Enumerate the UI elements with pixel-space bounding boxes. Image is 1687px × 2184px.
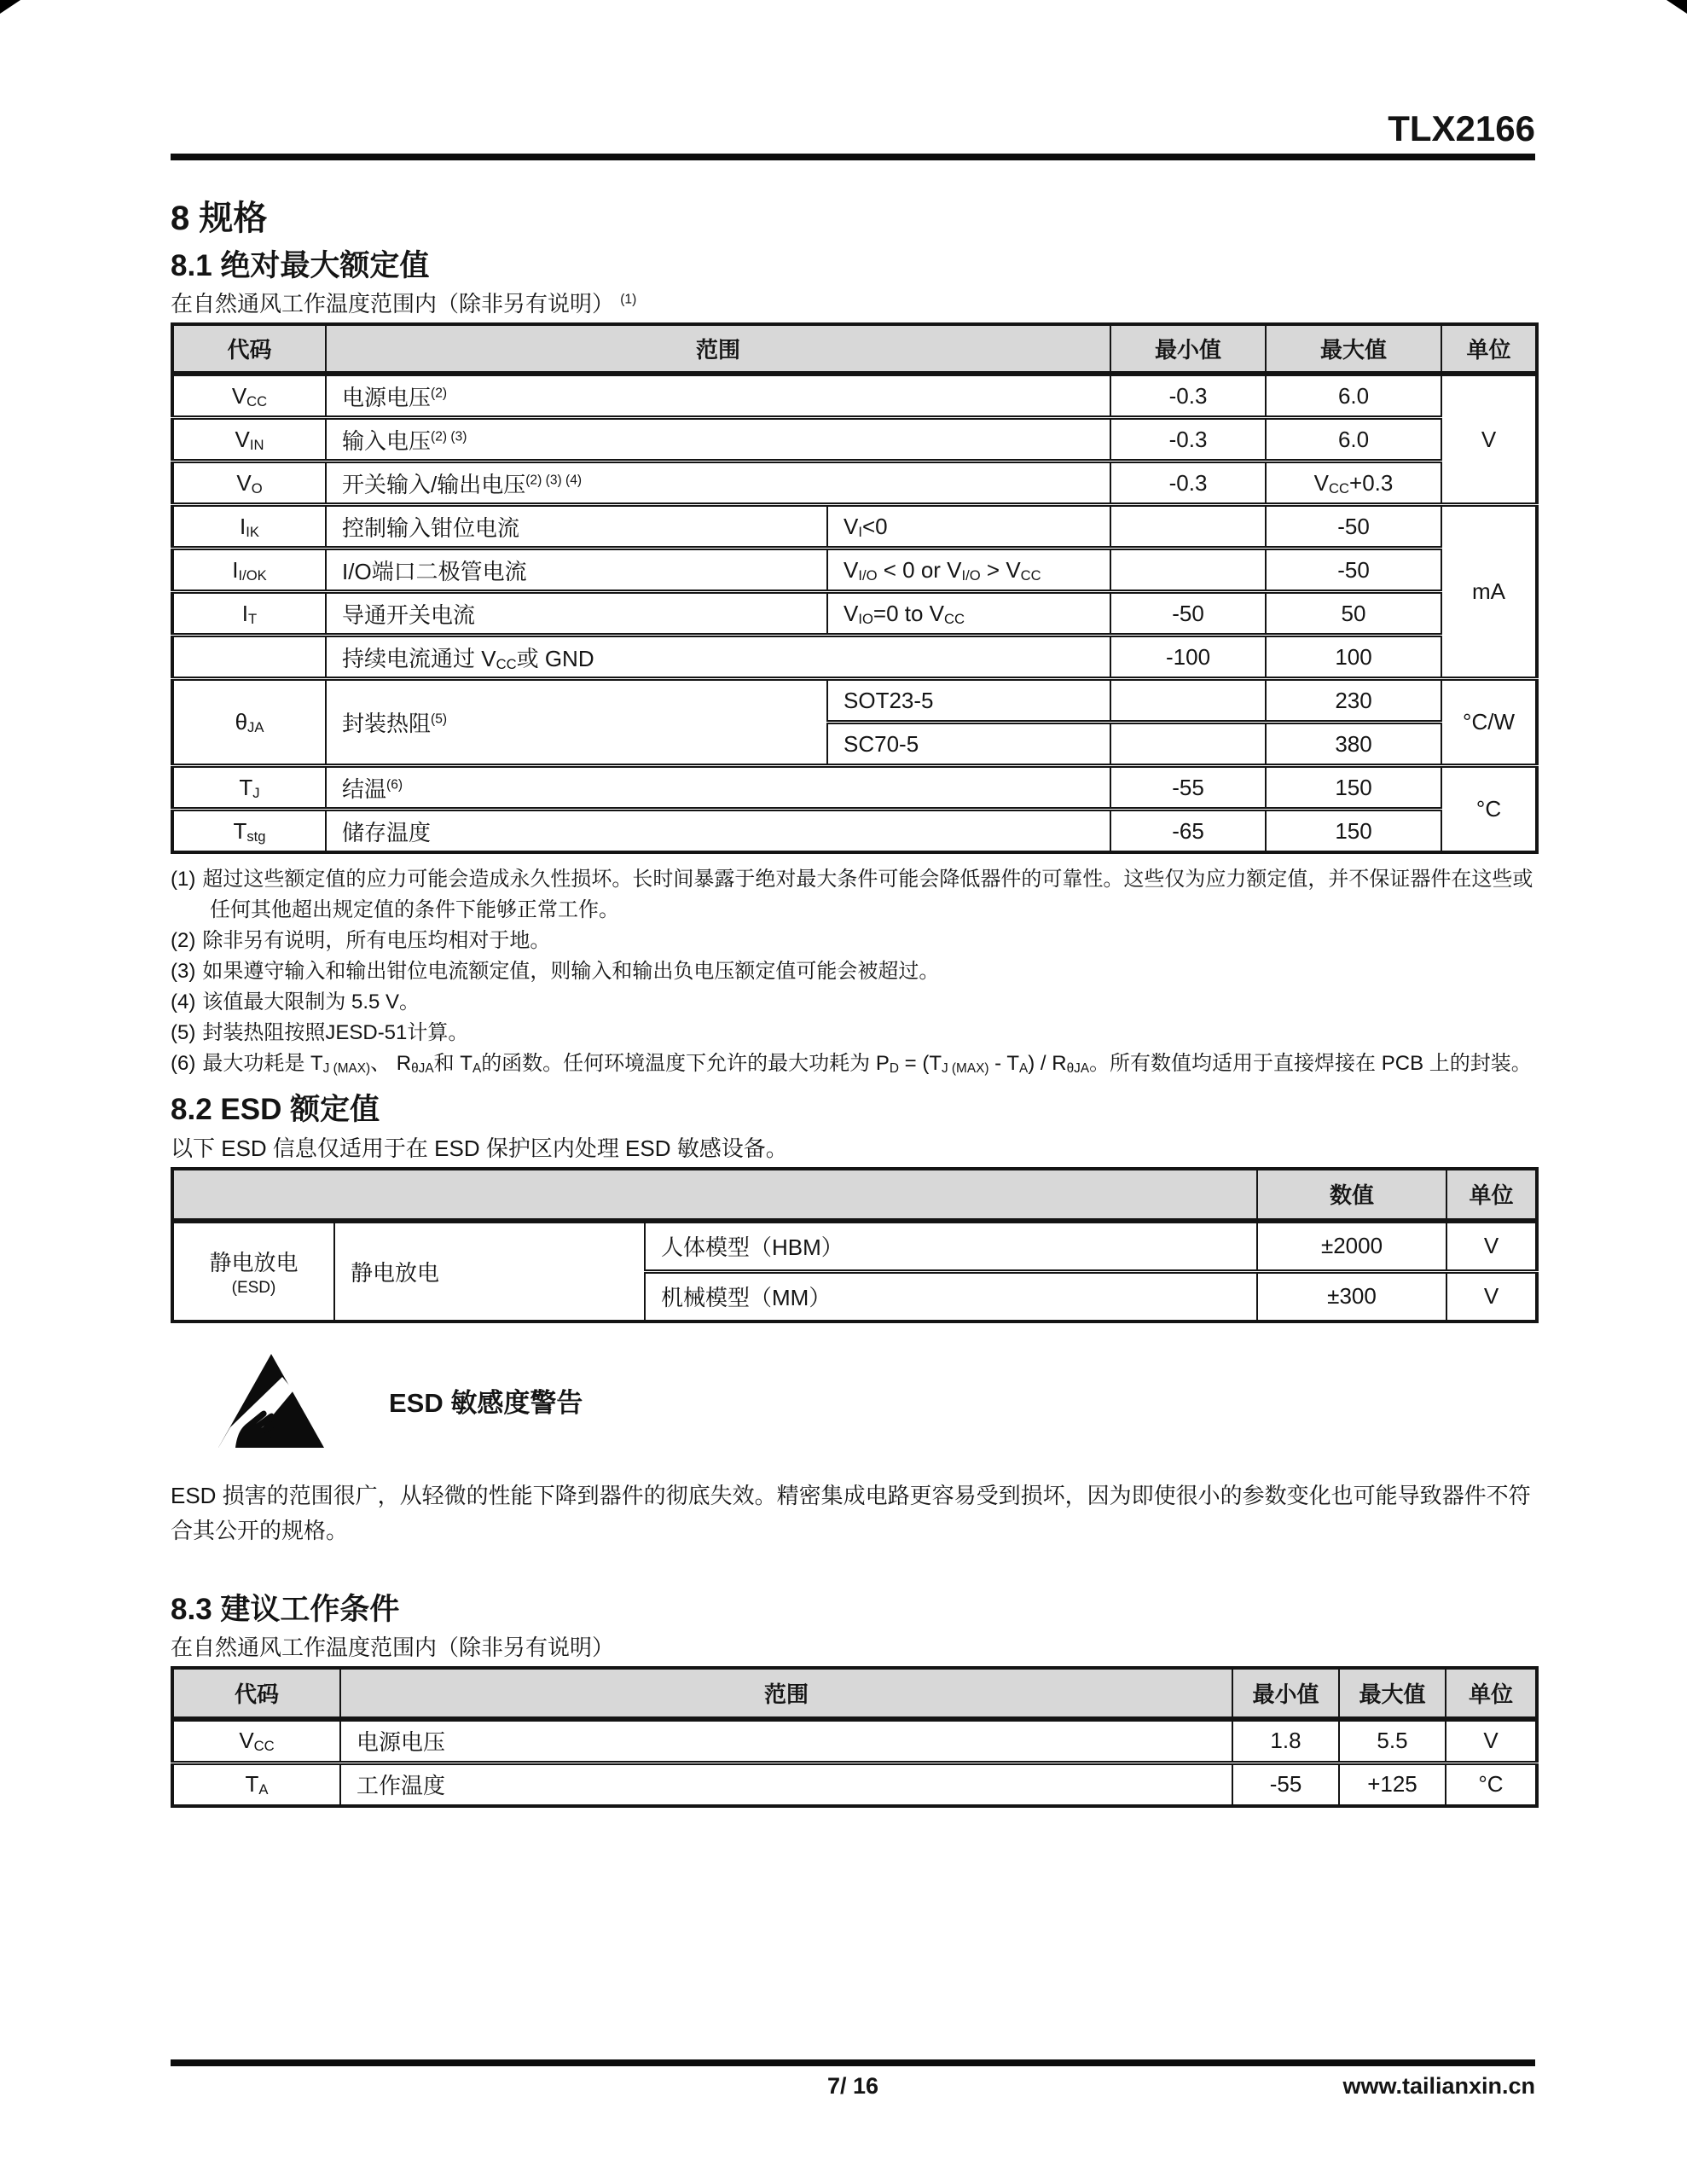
footnote-5: (5) 封装热阻按照JESD-51计算。 xyxy=(171,1021,469,1045)
table-cell: 230 xyxy=(1266,679,1441,723)
esd-warning-block xyxy=(171,1350,1535,1451)
col-header-max: 最大值 xyxy=(1339,1668,1446,1719)
table-cell: -0.3 xyxy=(1110,418,1266,462)
table-cell: -55 xyxy=(1232,1763,1339,1806)
table-cell: $T_J$ xyxy=(172,766,326,810)
table-cell: $V_{I/O} < 0$ or $V_{I/O} > V_{CC}$ xyxy=(827,549,1110,592)
page-footer xyxy=(171,2059,1535,2102)
table-row xyxy=(172,462,1537,505)
col-header-max: 最大值 xyxy=(1266,324,1441,374)
table-row xyxy=(172,549,1537,592)
table-cell: -100 xyxy=(1110,636,1266,679)
esd-category-abbr: (ESD) xyxy=(231,1278,276,1297)
table-cell: 6.0 xyxy=(1266,418,1441,462)
section-8-2-intro: 以下 ESD 信息仅适用于在 ESD 保护区内处理 ESD 敏感设备。 xyxy=(171,1135,788,1161)
table-cell: ±2000 xyxy=(1257,1221,1446,1272)
abs-max-ratings-table xyxy=(171,322,1539,854)
col-header-value: 数值 xyxy=(1257,1169,1446,1221)
table-cell: 电源电压$^{(2)}$ xyxy=(326,374,1110,418)
table-cell xyxy=(1110,505,1266,549)
table-header-row xyxy=(172,324,1537,374)
section-8-1-intro: 在自然通风工作温度范围内（除非另有说明） $^{(1)}$ xyxy=(171,291,637,317)
table-cell: 50 xyxy=(1266,592,1441,636)
table-cell: $I_{I/OK}$ xyxy=(172,549,326,592)
table-cell: 控制输入钳位电流 xyxy=(326,505,827,549)
table-cell xyxy=(172,1221,334,1321)
col-header-unit: 单位 xyxy=(1446,1668,1537,1719)
col-header-code: 代码 xyxy=(172,1668,340,1719)
table-cell: 储存温度 xyxy=(326,810,1110,853)
esd-damage-paragraph: ESD 损害的范围很广，从轻微的性能下降到器件的彻底失效。精密集成电路更容易受到损坏，因为即使很小的参数变化也可能导致器件不符合其公开的规格。 xyxy=(171,1482,1531,1543)
document-title: TLX2166 xyxy=(1388,108,1535,148)
table-header-row xyxy=(172,1169,1537,1221)
table-cell: -50 xyxy=(1110,592,1266,636)
table-cell xyxy=(1110,549,1266,592)
table-cell: °C/W xyxy=(1441,679,1537,766)
table-row xyxy=(172,1221,1537,1272)
table-cell: V xyxy=(1441,374,1537,505)
section-8-heading: 8 规格 xyxy=(171,200,268,238)
table-cell: $I_T$ xyxy=(172,592,326,636)
col-header-code: 代码 xyxy=(172,324,326,374)
table-cell: $V_O$ xyxy=(172,462,326,505)
table-cell: 1.8 xyxy=(1232,1719,1339,1763)
table-row xyxy=(172,374,1537,418)
esd-warning-label: ESD 敏感度警告 xyxy=(389,1388,583,1419)
table-row xyxy=(172,679,1537,723)
table-cell: $T_{stg}$ xyxy=(172,810,326,853)
table-cell: 电源电压 xyxy=(340,1719,1232,1763)
table-cell: 输入电压$^{(2) (3)}$ xyxy=(326,418,1110,462)
table-cell xyxy=(1110,723,1266,766)
table-cell: 100 xyxy=(1266,636,1441,679)
col-header-range: 范围 xyxy=(340,1668,1232,1719)
table-cell: °C xyxy=(1446,1763,1537,1806)
col-header-range: 范围 xyxy=(326,324,1110,374)
footnote-1: (1) 超过这些额定值的应力可能会造成永久性损坏。长时间暴露于绝对最大条件可能会降低器件的可靠性。这些仅为应力额定值，并不保证器件在这些或任何其他超出规定值的条件下能够正常工作。 xyxy=(171,868,1533,922)
table-cell: 开关输入/输出电压$^{(2) (3) (4)}$ xyxy=(326,462,1110,505)
table-cell: 静电放电 xyxy=(334,1221,645,1321)
table-cell: 机械模型（MM） xyxy=(645,1271,1257,1321)
table-cell: -55 xyxy=(1110,766,1266,810)
section-8-3-heading: 8.3 建议工作条件 xyxy=(171,1592,400,1626)
table-cell: 工作温度 xyxy=(340,1763,1232,1806)
footnote-4: (4) 该值最大限制为 5.5 V。 xyxy=(171,990,420,1014)
table-cell: I/O端口二极管电流 xyxy=(326,549,827,592)
table-cell: -50 xyxy=(1266,549,1441,592)
header-rule xyxy=(171,154,1535,160)
table-cell: 持续电流通过 $V_{CC}$或 GND xyxy=(326,636,1110,679)
table-row xyxy=(172,766,1537,810)
table-cell: $I_{IK}$ xyxy=(172,505,326,549)
table-cell xyxy=(1110,679,1266,723)
table-cell: 150 xyxy=(1266,766,1441,810)
footnote-2: (2) 除非另有说明，所有电压均相对于地。 xyxy=(171,929,551,953)
table-cell: SOT23-5 xyxy=(827,679,1110,723)
col-header-unit: 单位 xyxy=(1441,324,1537,374)
table-cell: $T_A$ xyxy=(172,1763,340,1806)
footer-rule xyxy=(171,2059,1535,2066)
table-cell: $V_{CC}$ xyxy=(172,374,326,418)
col-header-unit: 单位 xyxy=(1446,1169,1537,1221)
table-cell: 150 xyxy=(1266,810,1441,853)
table-header-row xyxy=(172,1668,1537,1719)
page-number: 7/ 16 xyxy=(826,2073,879,2099)
table-cell: 人体模型（HBM） xyxy=(645,1221,1257,1272)
table-cell: ±300 xyxy=(1257,1271,1446,1321)
table-cell: -0.3 xyxy=(1110,462,1266,505)
table-cell: V xyxy=(1446,1221,1537,1272)
col-header-min: 最小值 xyxy=(1110,324,1266,374)
col-header-min: 最小值 xyxy=(1232,1668,1339,1719)
footer-website: www.tailianxin.cn xyxy=(1342,2073,1535,2099)
section-8-1-heading: 8.1 绝对最大额定值 xyxy=(171,249,430,283)
footnotes xyxy=(171,864,1535,1079)
esd-warning-icon xyxy=(215,1350,328,1451)
table-cell: 6.0 xyxy=(1266,374,1441,418)
table-row xyxy=(172,1719,1537,1763)
section-8-3-intro: 在自然通风工作温度范围内（除非另有说明） xyxy=(171,1634,615,1660)
table-cell: 结温$^{(6)}$ xyxy=(326,766,1110,810)
table-cell xyxy=(172,636,326,679)
table-cell: $V_{IN}$ xyxy=(172,418,326,462)
table-cell: +125 xyxy=(1339,1763,1446,1806)
table-cell: °C xyxy=(1441,766,1537,853)
table-row xyxy=(172,592,1537,636)
table-cell: -50 xyxy=(1266,505,1441,549)
table-row xyxy=(172,636,1537,679)
table-cell: 导通开关电流 xyxy=(326,592,827,636)
footnote-6: (6) 最大功耗是 $T_{J (MAX)}$、 $R_{\theta JA}$和 $T_A$的函数。任何环境温度下允许的最大功耗为 $P_D = (T_{J (MAX)} - T_A) / R_{\theta JA}$。所有数值均适用于直接焊接在 PCB 上的封装。 xyxy=(171,1052,1532,1077)
table-cell: $\theta_{JA}$ xyxy=(172,679,326,766)
esd-ratings-table xyxy=(171,1167,1539,1323)
table-cell: V xyxy=(1446,1719,1537,1763)
section-8-2-heading: 8.2 ESD 额定值 xyxy=(171,1093,380,1127)
table-cell: SC70-5 xyxy=(827,723,1110,766)
col-header-blank xyxy=(172,1169,1257,1221)
table-cell: -0.3 xyxy=(1110,374,1266,418)
table-cell: $V_I<0$ xyxy=(827,505,1110,549)
footnote-3: (3) 如果遵守输入和输出钳位电流额定值，则输入和输出负电压额定值可能会被超过。 xyxy=(171,960,940,984)
table-cell: -65 xyxy=(1110,810,1266,853)
table-cell: mA xyxy=(1441,505,1537,679)
scan-artifact-top-right xyxy=(1667,0,1687,14)
scan-artifact-top-left xyxy=(0,0,20,14)
table-cell: 5.5 xyxy=(1339,1719,1446,1763)
table-cell: 380 xyxy=(1266,723,1441,766)
table-row xyxy=(172,418,1537,462)
table-cell: $V_{IO}=0$ to $V_{CC}$ xyxy=(827,592,1110,636)
table-cell: $V_{CC}$ xyxy=(172,1719,340,1763)
table-cell: V xyxy=(1446,1271,1537,1321)
table-row xyxy=(172,810,1537,853)
esd-category-label: 静电放电 xyxy=(209,1249,299,1275)
table-cell: $V_{CC}+0.3$ xyxy=(1266,462,1441,505)
table-row xyxy=(172,505,1537,549)
table-cell: 封装热阻$^{(5)}$ xyxy=(326,679,827,766)
table-row xyxy=(172,1763,1537,1806)
recommended-conditions-table xyxy=(171,1666,1539,1808)
